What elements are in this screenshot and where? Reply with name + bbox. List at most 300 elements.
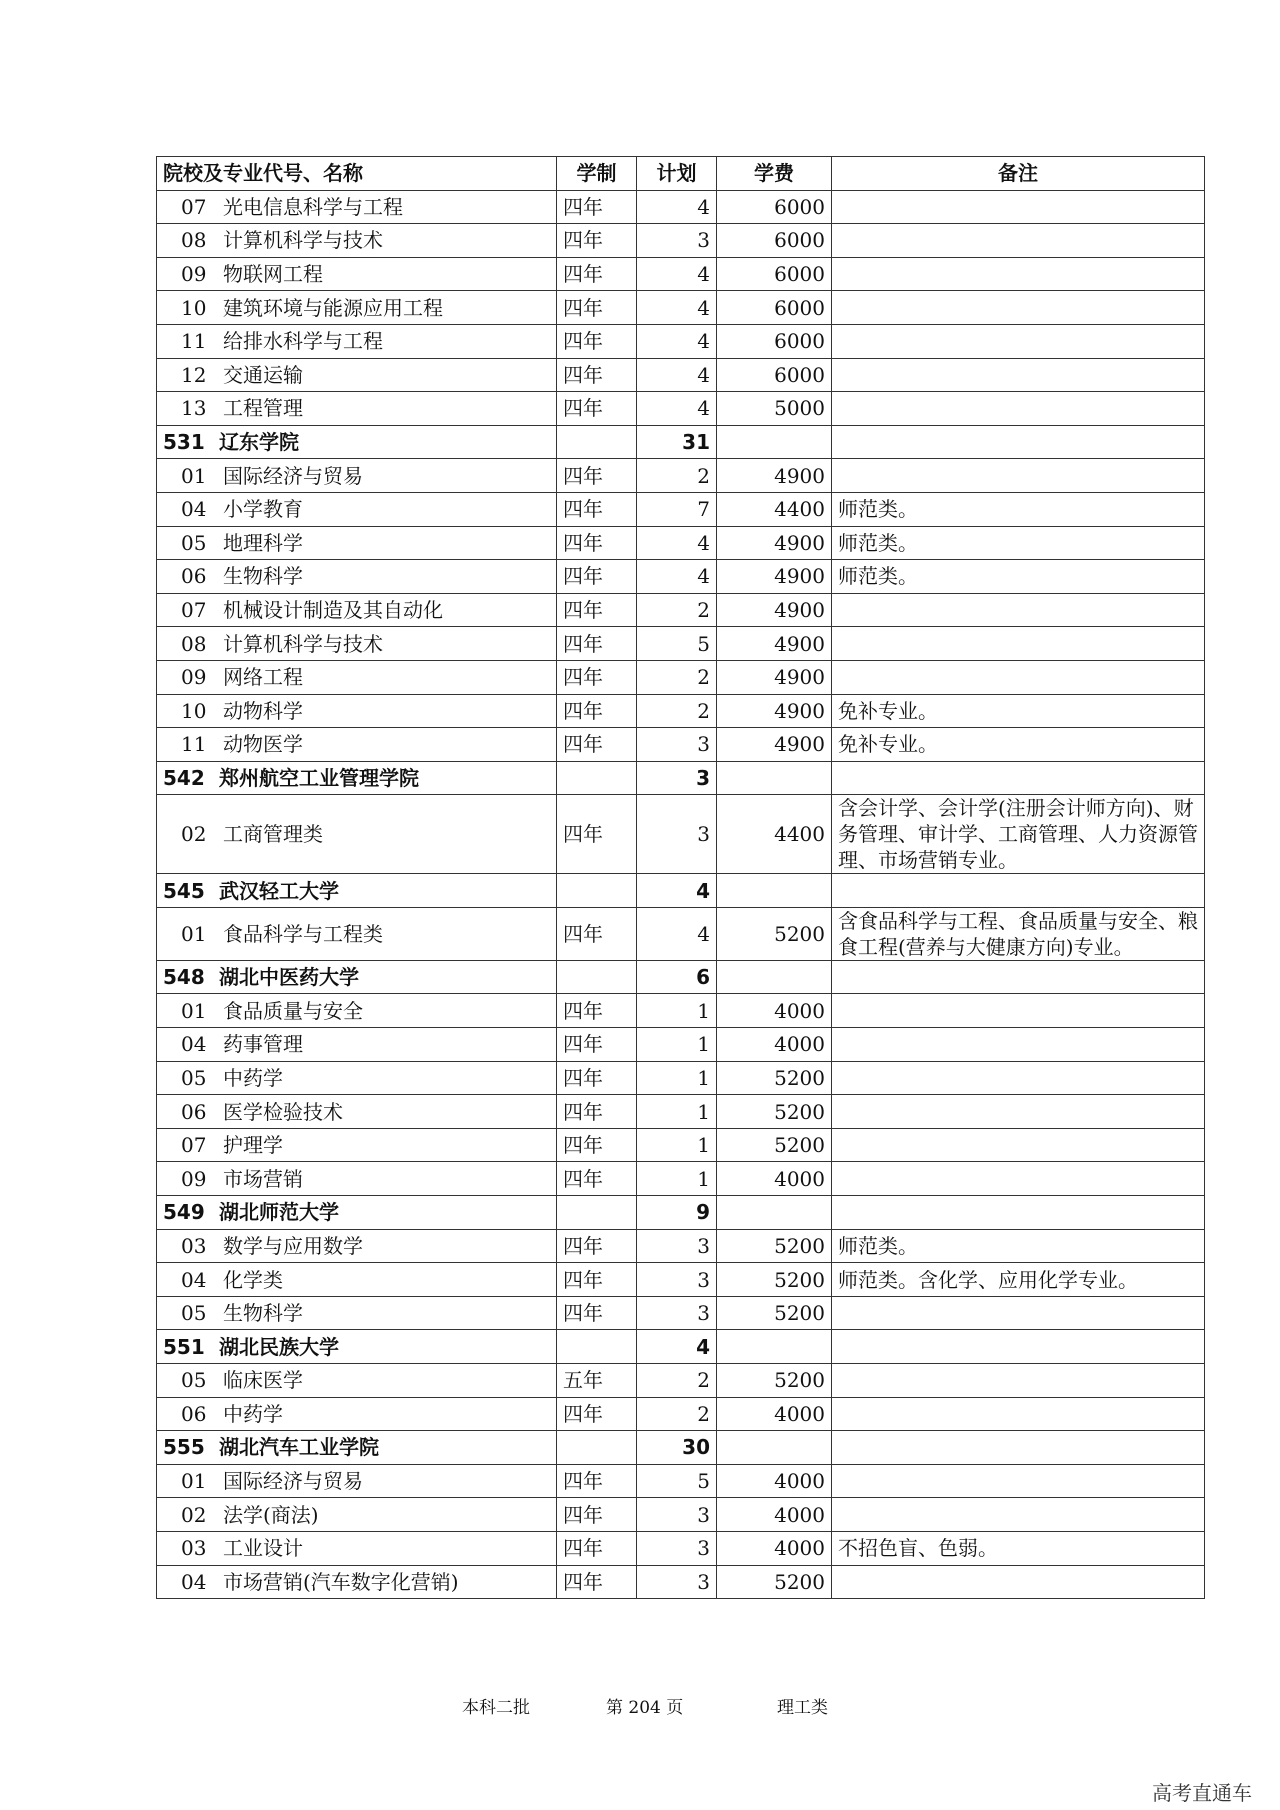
major-row (157, 1061, 1205, 1095)
note-cell (832, 1397, 1205, 1431)
fee-cell (717, 960, 832, 994)
note-cell (832, 1196, 1205, 1230)
note-cell (832, 874, 1205, 908)
school-row (157, 425, 1205, 459)
system-cell: 四年 (557, 1061, 637, 1095)
school-code: 548 (163, 965, 205, 990)
major-code: 05 (181, 1065, 207, 1090)
major-name: 机械设计制造及其自动化 (223, 598, 443, 623)
major-row (157, 257, 1205, 291)
plan-cell: 6 (637, 960, 717, 994)
major-code: 05 (181, 1301, 207, 1326)
footer-category: 理工类 (777, 1698, 828, 1718)
major-code: 05 (181, 530, 207, 555)
major-code: 03 (181, 1233, 207, 1258)
plan-cell: 2 (637, 593, 717, 627)
major-code: 05 (181, 1368, 207, 1393)
major-code: 01 (181, 1469, 207, 1494)
major-row (157, 728, 1205, 762)
plan-cell: 4 (637, 1330, 717, 1364)
system-cell: 四年 (557, 1162, 637, 1196)
system-cell (557, 761, 637, 795)
name-cell (157, 1229, 557, 1263)
major-row (157, 1028, 1205, 1062)
school-code: 555 (163, 1435, 205, 1460)
school-code: 531 (163, 430, 205, 455)
fee-cell: 4400 (717, 795, 832, 874)
plan-cell: 4 (637, 190, 717, 224)
fee-cell: 4900 (717, 560, 832, 594)
major-code: 11 (181, 329, 207, 354)
plan-cell: 3 (637, 761, 717, 795)
plan-cell: 1 (637, 994, 717, 1028)
name-cell (157, 224, 557, 258)
major-code: 06 (181, 1099, 207, 1124)
fee-cell: 4900 (717, 728, 832, 762)
school-code: 551 (163, 1334, 205, 1359)
system-cell: 五年 (557, 1364, 637, 1398)
major-name: 化学类 (223, 1267, 283, 1292)
plan-cell: 4 (637, 324, 717, 358)
name-cell (157, 257, 557, 291)
plan-cell: 2 (637, 1364, 717, 1398)
school-row (157, 874, 1205, 908)
major-name: 交通运输 (223, 362, 303, 387)
system-cell: 四年 (557, 795, 637, 874)
major-name: 计算机科学与技术 (223, 228, 383, 253)
plan-cell: 4 (637, 358, 717, 392)
name-cell (157, 459, 557, 493)
header-system: 学制 (557, 157, 637, 191)
header-note: 备注 (832, 157, 1205, 191)
major-code: 07 (181, 1133, 207, 1158)
major-code: 02 (181, 1502, 207, 1527)
major-name: 建筑环境与能源应用工程 (223, 295, 443, 320)
note-cell (832, 1565, 1205, 1599)
major-name: 数学与应用数学 (223, 1233, 363, 1258)
fee-cell: 4900 (717, 459, 832, 493)
major-code: 03 (181, 1536, 207, 1561)
name-cell (157, 874, 557, 908)
fee-cell: 6000 (717, 190, 832, 224)
fee-cell: 5200 (717, 907, 832, 960)
major-name: 国际经济与贸易 (223, 463, 363, 488)
plan-cell: 4 (637, 291, 717, 325)
fee-cell: 5200 (717, 1095, 832, 1129)
major-name: 生物科学 (223, 1301, 303, 1326)
fee-cell (717, 1196, 832, 1230)
major-row (157, 324, 1205, 358)
name-cell (157, 392, 557, 426)
school-name: 湖北汽车工业学院 (219, 1435, 379, 1460)
name-cell (157, 1162, 557, 1196)
note-cell (832, 324, 1205, 358)
system-cell: 四年 (557, 1095, 637, 1129)
fee-cell: 4400 (717, 492, 832, 526)
name-cell (157, 358, 557, 392)
name-cell (157, 960, 557, 994)
major-name: 工程管理 (223, 396, 303, 421)
name-cell (157, 324, 557, 358)
plan-cell: 4 (637, 560, 717, 594)
note-cell (832, 1061, 1205, 1095)
major-name: 工商管理类 (223, 822, 323, 847)
system-cell: 四年 (557, 1464, 637, 1498)
name-cell (157, 627, 557, 661)
major-code: 02 (181, 822, 207, 847)
plan-cell: 4 (637, 874, 717, 908)
system-cell: 四年 (557, 994, 637, 1028)
major-code: 04 (181, 1032, 207, 1057)
system-cell: 四年 (557, 1397, 637, 1431)
system-cell (557, 425, 637, 459)
major-row (157, 1128, 1205, 1162)
major-code: 06 (181, 1401, 207, 1426)
name-cell (157, 1028, 557, 1062)
major-name: 动物医学 (223, 732, 303, 757)
major-code: 07 (181, 598, 207, 623)
fee-cell (717, 761, 832, 795)
plan-cell: 1 (637, 1162, 717, 1196)
major-code: 09 (181, 262, 207, 287)
major-code: 04 (181, 1569, 207, 1594)
fee-cell: 5200 (717, 1128, 832, 1162)
major-name: 工业设计 (223, 1536, 303, 1561)
system-cell: 四年 (557, 324, 637, 358)
school-row (157, 1196, 1205, 1230)
major-row (157, 526, 1205, 560)
fee-cell: 4000 (717, 994, 832, 1028)
fee-cell: 6000 (717, 224, 832, 258)
plan-cell: 30 (637, 1431, 717, 1465)
major-name: 给排水科学与工程 (223, 329, 383, 354)
page-footer (0, 1693, 1280, 1717)
note-cell (832, 1364, 1205, 1398)
major-code: 11 (181, 732, 207, 757)
name-cell (157, 1128, 557, 1162)
school-row (157, 1330, 1205, 1364)
major-name: 网络工程 (223, 665, 303, 690)
plan-cell: 2 (637, 694, 717, 728)
fee-cell: 4000 (717, 1464, 832, 1498)
major-name: 药事管理 (223, 1032, 303, 1057)
plan-cell: 1 (637, 1061, 717, 1095)
note-cell: 师范类。含化学、应用化学专业。 (832, 1263, 1205, 1297)
school-name: 武汉轻工大学 (219, 878, 339, 903)
name-cell (157, 694, 557, 728)
note-cell (832, 1498, 1205, 1532)
school-code: 542 (163, 765, 205, 790)
note-cell (832, 1128, 1205, 1162)
system-cell: 四年 (557, 291, 637, 325)
major-row (157, 627, 1205, 661)
fee-cell: 4000 (717, 1397, 832, 1431)
major-name: 市场营销(汽车数字化营销) (223, 1569, 459, 1594)
header-plan: 计划 (637, 157, 717, 191)
plan-cell: 4 (637, 526, 717, 560)
school-name: 湖北师范大学 (219, 1200, 339, 1225)
plan-cell: 4 (637, 907, 717, 960)
system-cell: 四年 (557, 1229, 637, 1263)
name-cell (157, 560, 557, 594)
major-name: 生物科学 (223, 564, 303, 589)
major-row (157, 1464, 1205, 1498)
major-row (157, 459, 1205, 493)
note-cell: 不招色盲、色弱。 (832, 1531, 1205, 1565)
fee-cell: 5200 (717, 1364, 832, 1398)
note-cell: 含食品科学与工程、食品质量与安全、粮食工程(营养与大健康方向)专业。 (832, 907, 1205, 960)
system-cell: 四年 (557, 907, 637, 960)
name-cell (157, 1431, 557, 1465)
fee-cell: 6000 (717, 291, 832, 325)
system-cell: 四年 (557, 492, 637, 526)
note-cell: 师范类。 (832, 1229, 1205, 1263)
fee-cell (717, 874, 832, 908)
system-cell (557, 1330, 637, 1364)
plan-cell: 3 (637, 224, 717, 258)
fee-cell: 4900 (717, 694, 832, 728)
school-name: 辽东学院 (219, 430, 299, 455)
system-cell: 四年 (557, 1296, 637, 1330)
major-name: 小学教育 (223, 497, 303, 522)
note-cell (832, 1431, 1205, 1465)
plan-cell: 3 (637, 728, 717, 762)
plan-cell: 3 (637, 1263, 717, 1297)
system-cell: 四年 (557, 190, 637, 224)
note-cell: 师范类。 (832, 560, 1205, 594)
system-cell (557, 874, 637, 908)
major-code: 10 (181, 295, 207, 320)
major-name: 法学(商法) (223, 1502, 319, 1527)
name-cell (157, 1196, 557, 1230)
name-cell (157, 1464, 557, 1498)
major-code: 09 (181, 665, 207, 690)
admission-plan-table (156, 156, 1205, 1599)
system-cell (557, 1196, 637, 1230)
fee-cell: 6000 (717, 324, 832, 358)
major-row (157, 694, 1205, 728)
header-name: 院校及专业代号、名称 (157, 157, 557, 191)
name-cell (157, 1095, 557, 1129)
fee-cell: 4900 (717, 660, 832, 694)
major-code: 01 (181, 998, 207, 1023)
major-row (157, 492, 1205, 526)
plan-cell: 3 (637, 795, 717, 874)
system-cell: 四年 (557, 1263, 637, 1297)
major-row (157, 190, 1205, 224)
note-cell (832, 1296, 1205, 1330)
major-row (157, 593, 1205, 627)
major-name: 地理科学 (223, 530, 303, 555)
watermark-logo-text: 高考直通车 (1152, 1781, 1252, 1805)
name-cell (157, 1364, 557, 1398)
system-cell: 四年 (557, 660, 637, 694)
system-cell (557, 1431, 637, 1465)
system-cell: 四年 (557, 593, 637, 627)
major-code: 08 (181, 631, 207, 656)
plan-cell: 2 (637, 660, 717, 694)
note-cell (832, 257, 1205, 291)
school-name: 湖北民族大学 (219, 1334, 339, 1359)
name-cell (157, 291, 557, 325)
major-code: 04 (181, 497, 207, 522)
fee-cell: 4000 (717, 1162, 832, 1196)
name-cell (157, 907, 557, 960)
fee-cell: 5000 (717, 392, 832, 426)
plan-cell: 1 (637, 1028, 717, 1062)
note-cell (832, 593, 1205, 627)
note-cell (832, 627, 1205, 661)
name-cell (157, 1397, 557, 1431)
system-cell: 四年 (557, 459, 637, 493)
school-code: 545 (163, 878, 205, 903)
name-cell (157, 761, 557, 795)
plan-cell: 31 (637, 425, 717, 459)
major-row (157, 1565, 1205, 1599)
note-cell (832, 1162, 1205, 1196)
major-name: 中药学 (223, 1401, 283, 1426)
plan-cell: 3 (637, 1498, 717, 1532)
fee-cell: 6000 (717, 257, 832, 291)
major-row (157, 1263, 1205, 1297)
school-name: 郑州航空工业管理学院 (219, 765, 419, 790)
system-cell: 四年 (557, 526, 637, 560)
major-code: 07 (181, 194, 207, 219)
name-cell (157, 1061, 557, 1095)
fee-cell (717, 425, 832, 459)
fee-cell: 4000 (717, 1498, 832, 1532)
name-cell (157, 526, 557, 560)
system-cell: 四年 (557, 257, 637, 291)
fee-cell (717, 1330, 832, 1364)
note-cell: 免补专业。 (832, 728, 1205, 762)
plan-cell: 2 (637, 1397, 717, 1431)
fee-cell (717, 1431, 832, 1465)
fee-cell: 4000 (717, 1028, 832, 1062)
fee-cell: 5200 (717, 1229, 832, 1263)
major-row (157, 795, 1205, 874)
major-name: 食品质量与安全 (223, 998, 363, 1023)
major-row (157, 291, 1205, 325)
major-code: 10 (181, 698, 207, 723)
system-cell: 四年 (557, 224, 637, 258)
system-cell: 四年 (557, 358, 637, 392)
major-code: 13 (181, 396, 207, 421)
note-cell: 师范类。 (832, 492, 1205, 526)
major-row (157, 392, 1205, 426)
table-header-row (157, 157, 1205, 191)
name-cell (157, 994, 557, 1028)
major-name: 动物科学 (223, 698, 303, 723)
fee-cell: 6000 (717, 358, 832, 392)
major-row (157, 1397, 1205, 1431)
system-cell: 四年 (557, 694, 637, 728)
name-cell (157, 425, 557, 459)
major-name: 计算机科学与技术 (223, 631, 383, 656)
major-row (157, 1229, 1205, 1263)
major-row (157, 907, 1205, 960)
fee-cell: 4000 (717, 1531, 832, 1565)
name-cell (157, 190, 557, 224)
name-cell (157, 795, 557, 874)
fee-cell: 5200 (717, 1263, 832, 1297)
note-cell (832, 459, 1205, 493)
note-cell (832, 358, 1205, 392)
major-row (157, 358, 1205, 392)
header-fee: 学费 (717, 157, 832, 191)
major-row (157, 1095, 1205, 1129)
plan-cell: 3 (637, 1296, 717, 1330)
plan-cell: 1 (637, 1128, 717, 1162)
system-cell: 四年 (557, 627, 637, 661)
major-row (157, 660, 1205, 694)
plan-cell: 2 (637, 459, 717, 493)
note-cell (832, 392, 1205, 426)
name-cell (157, 1498, 557, 1532)
plan-cell: 9 (637, 1196, 717, 1230)
school-code: 549 (163, 1200, 205, 1225)
note-cell (832, 660, 1205, 694)
system-cell: 四年 (557, 392, 637, 426)
name-cell (157, 593, 557, 627)
major-code: 04 (181, 1267, 207, 1292)
major-name: 食品科学与工程类 (223, 921, 383, 946)
system-cell: 四年 (557, 1498, 637, 1532)
fee-cell: 5200 (717, 1565, 832, 1599)
system-cell (557, 960, 637, 994)
fee-cell: 4900 (717, 526, 832, 560)
plan-cell: 5 (637, 1464, 717, 1498)
major-code: 01 (181, 921, 207, 946)
major-name: 市场营销 (223, 1166, 303, 1191)
name-cell (157, 1330, 557, 1364)
note-cell (832, 994, 1205, 1028)
note-cell (832, 960, 1205, 994)
major-row (157, 1364, 1205, 1398)
major-code: 06 (181, 564, 207, 589)
system-cell: 四年 (557, 1565, 637, 1599)
major-row (157, 1296, 1205, 1330)
major-row (157, 560, 1205, 594)
school-row (157, 761, 1205, 795)
note-cell (832, 425, 1205, 459)
note-cell: 免补专业。 (832, 694, 1205, 728)
note-cell (832, 1330, 1205, 1364)
note-cell: 师范类。 (832, 526, 1205, 560)
major-name: 中药学 (223, 1065, 283, 1090)
system-cell: 四年 (557, 728, 637, 762)
plan-cell: 3 (637, 1531, 717, 1565)
system-cell: 四年 (557, 1531, 637, 1565)
plan-cell: 4 (637, 257, 717, 291)
system-cell: 四年 (557, 1028, 637, 1062)
system-cell: 四年 (557, 1128, 637, 1162)
major-code: 08 (181, 228, 207, 253)
plan-cell: 3 (637, 1565, 717, 1599)
fee-cell: 4900 (717, 593, 832, 627)
name-cell (157, 660, 557, 694)
major-code: 09 (181, 1166, 207, 1191)
fee-cell: 5200 (717, 1296, 832, 1330)
note-cell: 含会计学、会计学(注册会计师方向)、财务管理、审计学、工商管理、人力资源管理、市场营销专业。 (832, 795, 1205, 874)
note-cell (832, 1464, 1205, 1498)
note-cell (832, 1028, 1205, 1062)
name-cell (157, 492, 557, 526)
major-name: 国际经济与贸易 (223, 1469, 363, 1494)
school-name: 湖北中医药大学 (219, 965, 359, 990)
major-row (157, 1498, 1205, 1532)
plan-cell: 7 (637, 492, 717, 526)
